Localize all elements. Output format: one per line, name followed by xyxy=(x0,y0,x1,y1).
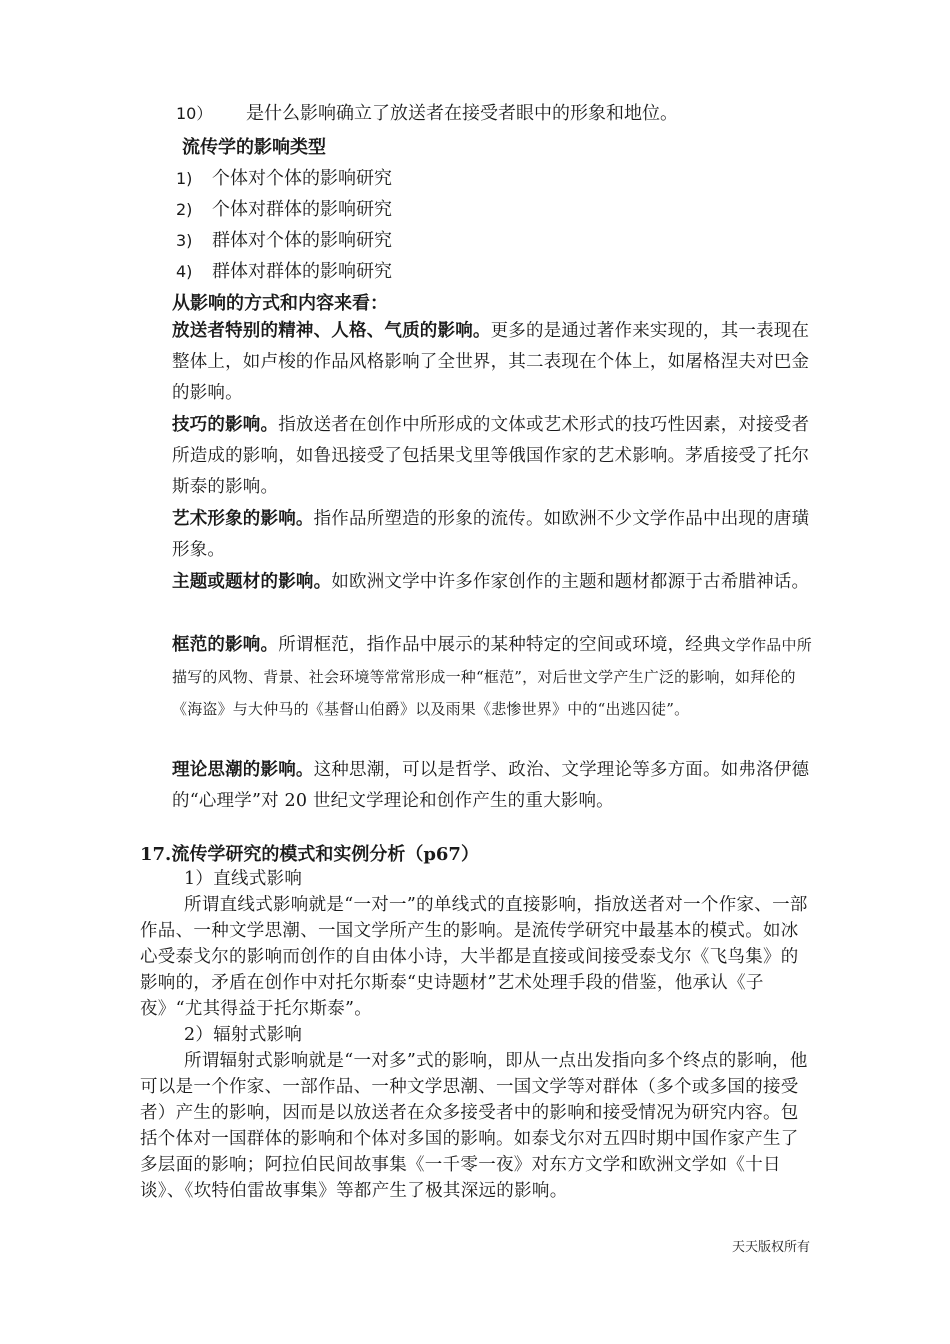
influence-paragraph-theme xyxy=(172,567,814,598)
influence-text: 这种思潮，可以是哲学、政治、文学理论等多方面。如弗洛伊德的“心理学”对 20 世纪文学理论和创作产生的重大影响。 xyxy=(172,760,810,811)
subheading-radial: 2）辐射式影响 xyxy=(184,1025,303,1045)
influence-title: 技巧的影响。 xyxy=(172,415,279,435)
section-17-title: 17.流传学研究的模式和实例分析（p67） xyxy=(140,844,479,865)
question-10 xyxy=(176,100,678,128)
influence-text: 指作品所塑造的形象的流传。如欧洲不少文学作品中出现的唐璜形象。 xyxy=(172,509,810,560)
influence-paragraph-framework xyxy=(172,629,814,725)
paragraph-linear: 所谓直线式影响就是“一对一”的单线式的直接影响，指放送者对一个作家、一部作品、一种文学思潮、一国文学所产生的影响。是流传学研究中最基本的模式。如冰心受泰戈尔的影响而创作的自由体小诗，大半都是直接或间接受泰戈尔《飞鸟集》的影响的，矛盾在创作中对托尔斯泰“史诗题材”艺术处理手段的借鉴，他承认《子夜》“尤其得益于托尔斯泰”。 xyxy=(140,895,808,1019)
influence-text: 所谓框范，指作品中展示的某种特定的空间或环境，经典 xyxy=(278,635,721,655)
influence-text: 更多的是通过著作来实现的，其一表现在整体上，如卢梭的作品风格影响了全世界，其二表现在个体上，如屠格涅夫对巴金的影响。 xyxy=(172,321,810,403)
influence-paragraph-theory xyxy=(172,755,814,817)
influence-paragraph-technique xyxy=(172,410,814,503)
list-item: 2) 个体对群体的影响研究 xyxy=(176,199,392,220)
list-item: 4) 群体对群体的影响研究 xyxy=(176,261,392,282)
influence-title: 艺术形象的影响。 xyxy=(172,509,314,529)
influence-title: 主题或题材的影响。 xyxy=(172,572,332,592)
question-10-number: 10） xyxy=(176,104,213,123)
influence-title: 理论思潮的影响。 xyxy=(172,760,314,780)
influence-paragraph-spirit xyxy=(172,316,814,409)
influence-paragraph-image xyxy=(172,504,814,566)
question-10-text: 是什么影响确立了放送者在接受者眼中的形象和地位。 xyxy=(246,103,678,124)
ways-heading: 从影响的方式和内容来看： xyxy=(172,293,388,314)
paragraph-radial: 所谓辐射式影响就是“一对多”式的影响，即从一点出发指向多个终点的影响，他可以是一个作家、一部作品、一种文学思潮、一国文学等对群体（多个或多国的接受者）产生的影响，因而是以放送者在众多接受者中的影响和接受情况为研究内容。包括个体对一国群体的影响和个体对多国的影响。如泰戈尔对五四时期中国作家产生了多层面的影响；阿拉伯民间故事集《一千零一夜》对东方文学和欧洲文学如《十日谈》、《坎特伯雷故事集》等都产生了极其深远的影响。 xyxy=(140,1051,808,1201)
list-item: 3) 群体对个体的影响研究 xyxy=(176,230,392,251)
influence-title: 放送者特别的精神、人格、气质的影响。 xyxy=(172,321,491,341)
list-item: 1) 个体对个体的影响研究 xyxy=(176,168,392,189)
influence-text-continued: 文学作品中所描写的风物、背景、社会环境等常常形成一种“框范”，对后世文学产生广泛的影响，如拜伦的《海盗》与大仲马的《基督山伯爵》以及雨果《悲惨世界》中的“出逃囚徒”。 xyxy=(172,636,812,718)
influence-text: 指放送者在创作中所形成的文体或艺术形式的技巧性因素，对接受者所造成的影响，如鲁迅接受了包括果戈里等俄国作家的艺术影响。茅盾接受了托尔斯泰的影响。 xyxy=(172,415,810,497)
section-17-body xyxy=(140,866,815,1204)
influence-types-heading: 流传学的影响类型 xyxy=(182,137,326,158)
influence-title: 框范的影响。 xyxy=(172,635,279,655)
copyright-footer: 天天版权所有 xyxy=(731,1240,810,1255)
subheading-linear: 1）直线式影响 xyxy=(184,869,303,889)
influence-text: 如欧洲文学中许多作家创作的主题和题材都源于古希腊神话。 xyxy=(331,572,810,592)
